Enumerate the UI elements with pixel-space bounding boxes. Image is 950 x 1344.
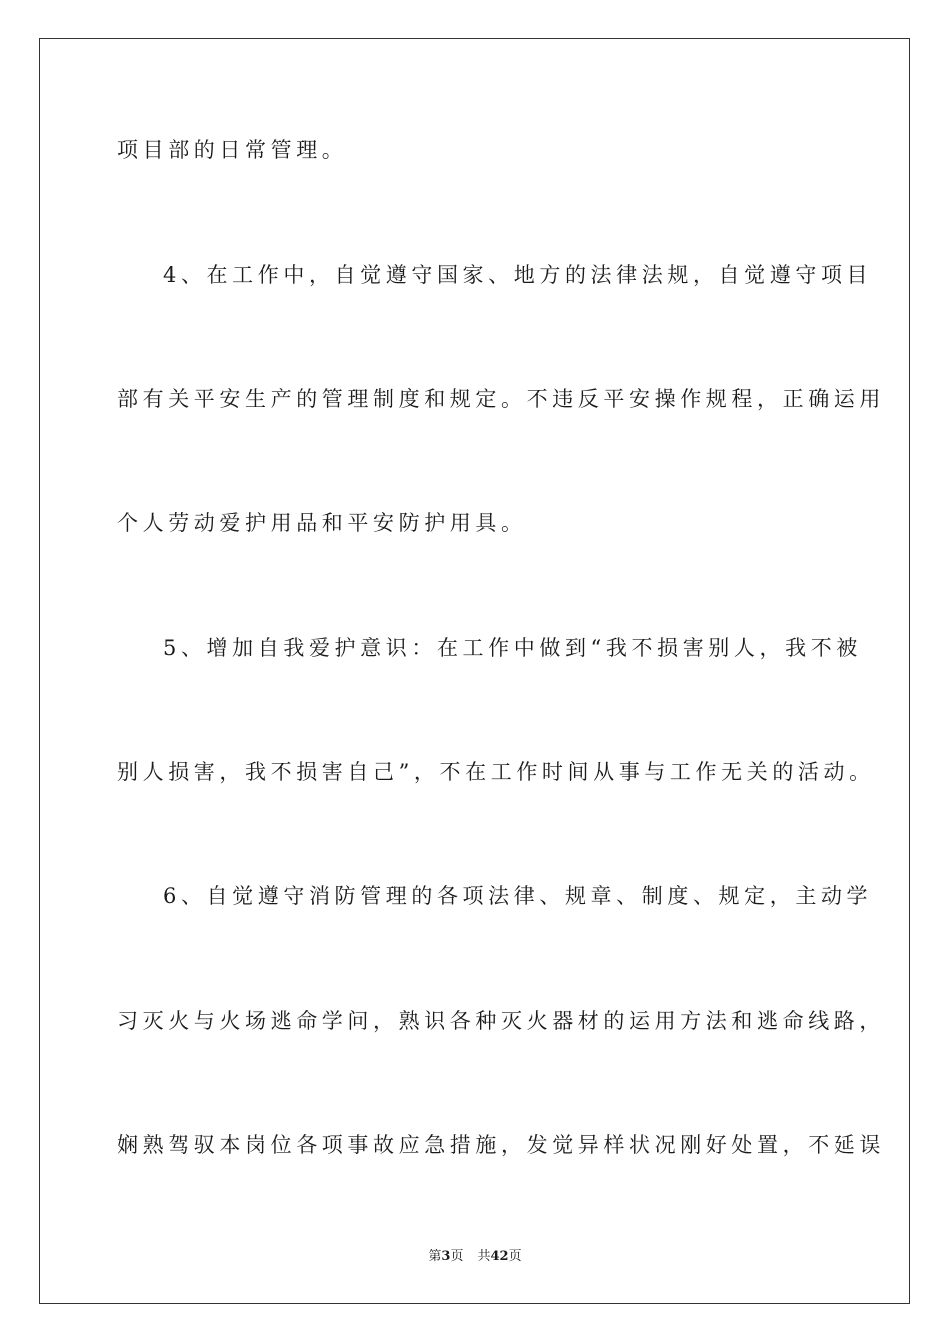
text-line-3: 部有关平安生产的管理制度和规定。不违反平安操作规程，正确运用 (117, 387, 885, 411)
page-number: 3 (441, 1249, 451, 1264)
page-suffix: 页 (450, 1249, 464, 1264)
page-footer (0, 1248, 950, 1266)
total-suffix: 页 (508, 1249, 522, 1264)
page-prefix: 第 (428, 1249, 442, 1264)
text-line-5: 5、增加自我爱护意识：在工作中做到“我不损害别人，我不被 (163, 636, 862, 660)
total-prefix: 共 (477, 1249, 491, 1264)
text-line-8: 习灭火与火场逃命学问，熟识各种灭火器材的运用方法和逃命线路， (117, 1009, 885, 1033)
page-border (39, 38, 910, 1304)
text-line-2: 4、在工作中，自觉遵守国家、地方的法律法规，自觉遵守项目 (163, 263, 873, 287)
text-line-6: 别人损害，我不损害自己”，不在工作时间从事与工作无关的活动。 (117, 760, 875, 784)
total-pages: 42 (490, 1249, 509, 1264)
text-line-9: 娴熟驾驭本岗位各项事故应急措施，发觉异样状况刚好处置，不延误 (117, 1133, 885, 1157)
text-line-1: 项目部的日常管理。 (117, 138, 348, 162)
text-line-4: 个人劳动爱护用品和平安防护用具。 (117, 511, 527, 535)
text-line-7: 6、自觉遵守消防管理的各项法律、规章、制度、规定，主动学 (163, 884, 873, 908)
